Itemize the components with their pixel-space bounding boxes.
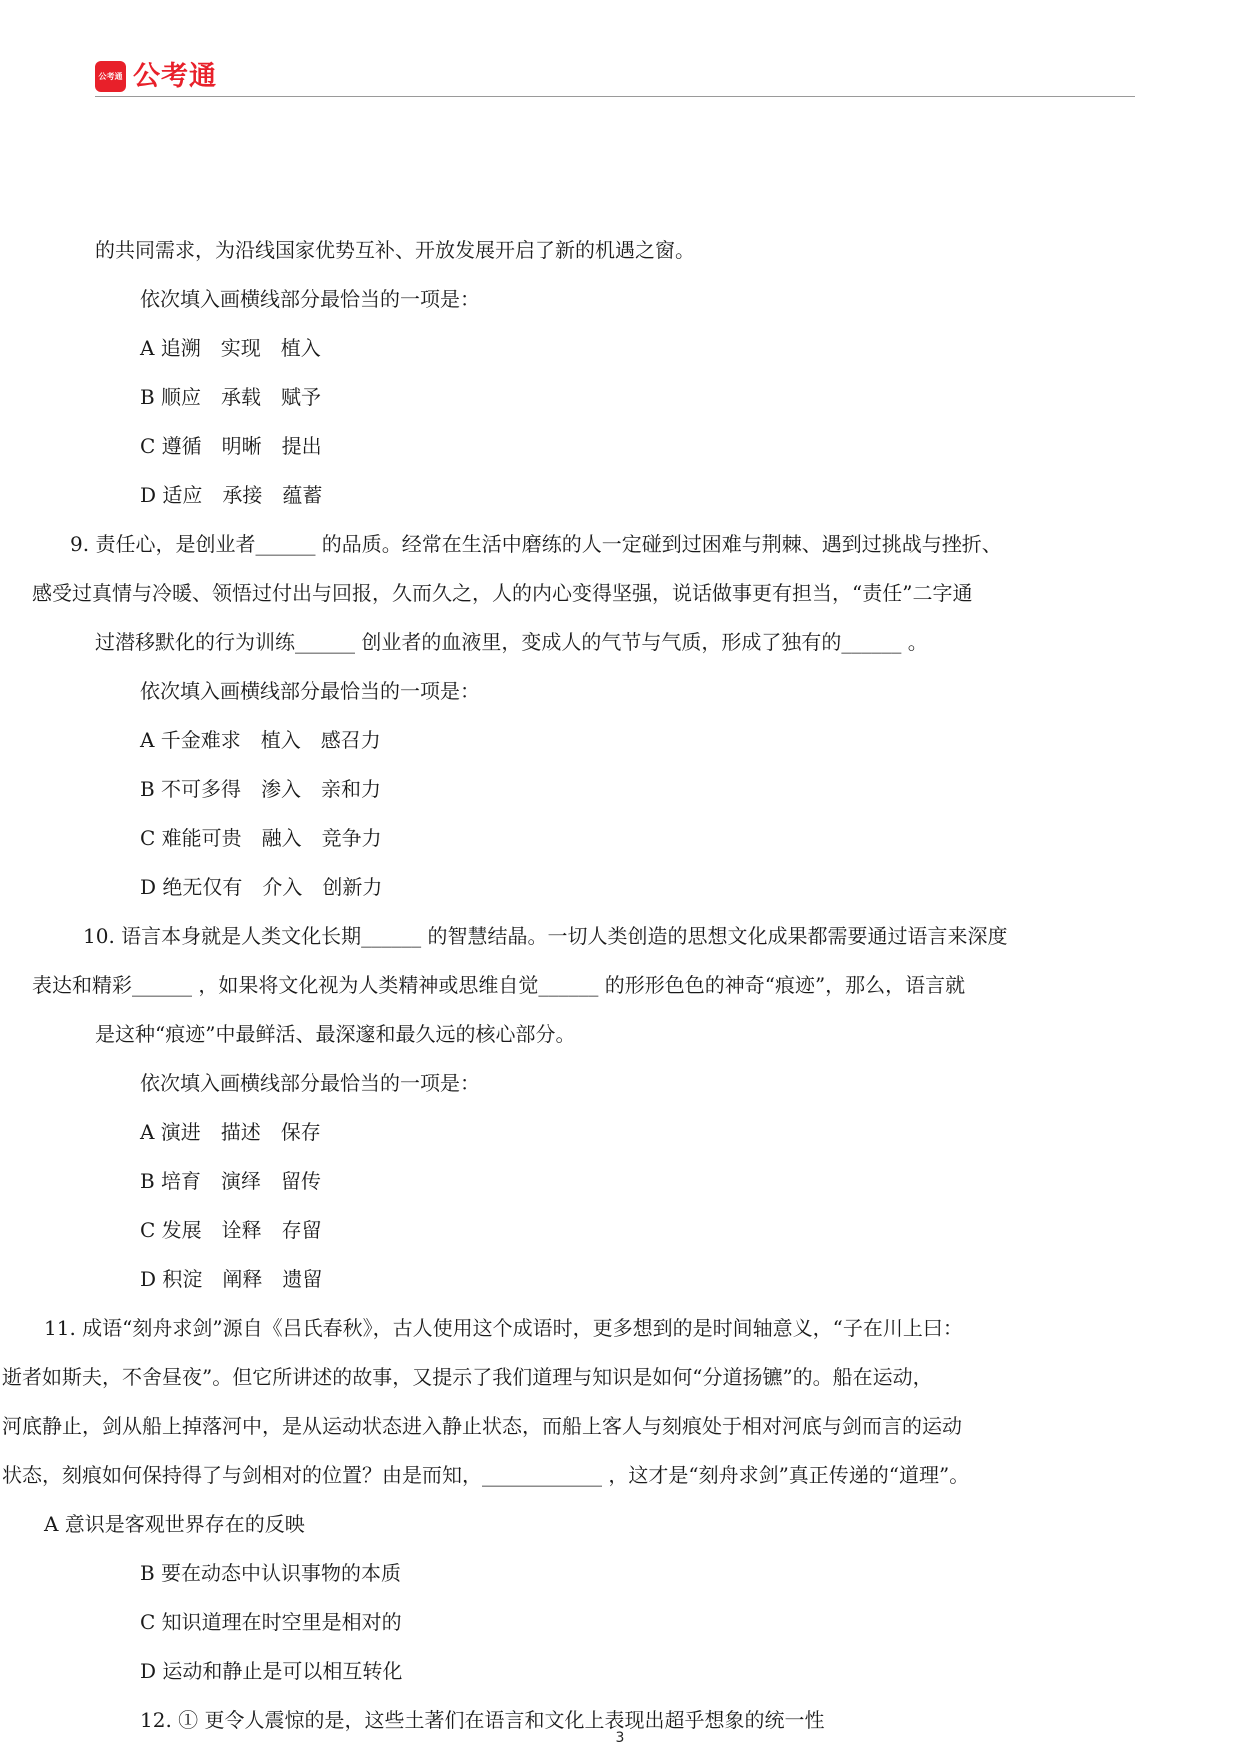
option-c: C 发展 诠释 存留: [140, 1218, 322, 1242]
text-line: 感受过真情与冷暖、领悟过付出与回报，久而久之，人的内心变得坚强，说话做事更有担当，“责任”二字通: [32, 581, 973, 605]
option-a: A 意识是客观世界存在的反映: [44, 1512, 305, 1536]
question-9: 9. 责任心，是创业者______ 的品质。经常在生活中磨练的人一定碰到过困难与荆棘、遇到过挑战与挫折、: [70, 532, 1002, 556]
text-line: 状态，刻痕如何保持得了与剑相对的位置？由是而知，____________ ，这才是“刻舟求剑”真正传递的“道理”。: [2, 1463, 970, 1487]
option-b: B 培育 演绎 留传: [140, 1169, 322, 1193]
text-line: 的共同需求，为沿线国家优势互补、开放发展开启了新的机遇之窗。: [95, 238, 695, 262]
question-11: 11. 成语“刻舟求剑”源自《吕氏春秋》，古人使用这个成语时，更多想到的是时间轴意义，“子在川上曰：: [44, 1316, 963, 1340]
option-d: D 积淀 阐释 遗留: [140, 1267, 323, 1291]
page-number: 3: [615, 1730, 625, 1746]
text-line: 河底静止，剑从船上掉落河中，是从运动状态进入静止状态，而船上客人与刻痕处于相对河底与剑而言的运动: [2, 1414, 962, 1438]
option-c: C 难能可贵 融入 竞争力: [140, 826, 382, 850]
option-d: D 绝无仅有 介入 创新力: [140, 875, 383, 899]
option-b: B 要在动态中认识事物的本质: [140, 1561, 402, 1585]
question-prompt: 依次填入画横线部分最恰当的一项是：: [140, 287, 480, 311]
option-c: C 遵循 明晰 提出: [140, 434, 322, 458]
text-line: 表达和精彩______ ，如果将文化视为人类精神或思维自觉______ 的形形色色的神奇“痕迹”，那么，语言就: [32, 973, 966, 997]
question-prompt: 依次填入画横线部分最恰当的一项是：: [140, 679, 480, 703]
question-10: 10. 语言本身就是人类文化长期______ 的智慧结晶。一切人类创造的思想文化成果都需要通过语言来深度: [83, 924, 1008, 948]
text-line: 是这种“痕迹”中最鲜活、最深邃和最久远的核心部分。: [95, 1022, 576, 1046]
question-prompt: 依次填入画横线部分最恰当的一项是：: [140, 1071, 480, 1095]
logo-icon: 公考通: [95, 61, 126, 92]
logo-text: 公考通: [133, 61, 217, 92]
option-a: A 演进 描述 保存: [140, 1120, 321, 1144]
option-d: D 适应 承接 蕴蓄: [140, 483, 323, 507]
text-line: 逝者如斯夫，不舍昼夜”。但它所讲述的故事，又提示了我们道理与知识是如何“分道扬镳”的。船在运动，: [2, 1365, 933, 1389]
option-d: D 运动和静止是可以相互转化: [140, 1659, 403, 1683]
header-divider: [95, 96, 1135, 97]
question-12: 12. ① 更令人震惊的是，这些土著们在语言和文化上表现出超乎想象的统一性: [140, 1708, 825, 1732]
text-line: 过潜移默化的行为训练______ 创业者的血液里，变成人的气节与气质，形成了独有的______ 。: [95, 630, 928, 654]
option-a: A 追溯 实现 植入: [140, 336, 321, 360]
option-b: B 顺应 承载 赋予: [140, 385, 322, 409]
option-c: C 知识道理在时空里是相对的: [140, 1610, 402, 1634]
option-b: B 不可多得 渗入 亲和力: [140, 777, 382, 801]
option-a: A 千金难求 植入 感召力: [140, 728, 381, 752]
page-header: [95, 58, 1135, 98]
